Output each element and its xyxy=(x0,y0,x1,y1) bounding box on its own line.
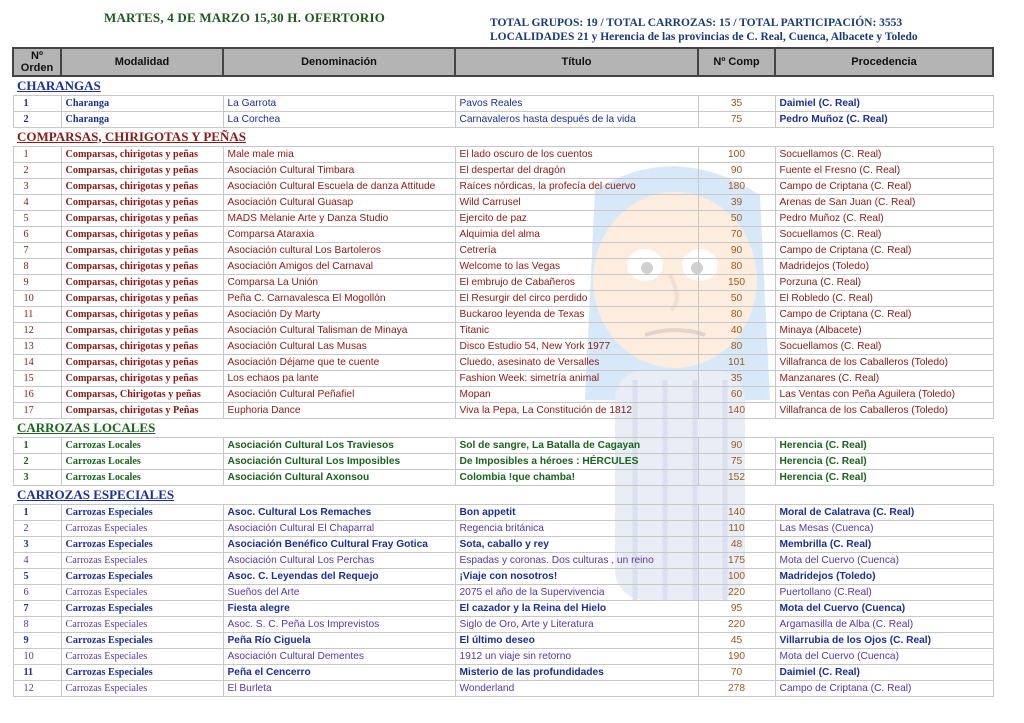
order-cell: 1 xyxy=(13,96,61,112)
order-cell: 14 xyxy=(13,355,61,371)
table-row xyxy=(13,521,993,537)
order-cell: 16 xyxy=(13,387,61,403)
order-cell: 13 xyxy=(13,339,61,355)
origin-cell: Campo de Criptana (C. Real) xyxy=(775,307,993,323)
modality-cell: Carrozas Especiales xyxy=(61,553,223,569)
denomination-cell: Asociación Cultural Talisman de Minaya xyxy=(223,323,455,339)
modality-cell: Carrozas Especiales xyxy=(61,537,223,553)
denomination-cell: Asociación Dy Marty xyxy=(223,307,455,323)
participants-cell: 80 xyxy=(698,259,775,275)
order-cell: 8 xyxy=(13,259,61,275)
modality-cell: Comparsas, chirigotas y peñas xyxy=(61,371,223,387)
table-row xyxy=(13,96,993,112)
participants-cell: 110 xyxy=(698,521,775,537)
participants-cell: 140 xyxy=(698,505,775,521)
denomination-cell: Asoc. S. C. Peña Los Imprevistos xyxy=(223,617,455,633)
table-row xyxy=(13,681,993,697)
column-header-modality: Modalidad xyxy=(61,48,223,76)
table-row xyxy=(13,585,993,601)
section-row xyxy=(13,419,993,438)
table-row xyxy=(13,323,993,339)
totals-block xyxy=(490,16,918,44)
modality-cell: Carrozas Especiales xyxy=(61,649,223,665)
participants-cell: 95 xyxy=(698,601,775,617)
section-title: COMPARSAS, CHIRIGOTAS Y PEÑAS xyxy=(17,128,246,144)
modality-cell: Carrozas Especiales xyxy=(61,521,223,537)
table-row xyxy=(13,163,993,179)
table-row xyxy=(13,195,993,211)
table-row xyxy=(13,601,993,617)
origin-cell: Mota del Cuervo (Cuenca) xyxy=(775,553,993,569)
title-cell: Colombia !que chamba! xyxy=(455,470,698,486)
modality-cell: Charanga xyxy=(61,112,223,128)
totals-line: TOTAL GRUPOS: 19 / TOTAL CARROZAS: 15 / TOTAL PARTICIPACIÓN: 3553 xyxy=(490,17,903,29)
title-cell: Fashion Week: simetría animal xyxy=(455,371,698,387)
order-cell: 5 xyxy=(13,569,61,585)
title-cell: Carnavaleros hasta después de la vida xyxy=(455,112,698,128)
participants-cell: 140 xyxy=(698,403,775,419)
denomination-cell: El Burleta xyxy=(223,681,455,697)
origin-cell: Villarrubia de los Ojos (C. Real) xyxy=(775,633,993,649)
table-row xyxy=(13,179,993,195)
origin-cell: Campo de Criptana (C. Real) xyxy=(775,179,993,195)
modality-cell: Comparsas, chirigotas y peñas xyxy=(61,243,223,259)
participants-cell: 70 xyxy=(698,665,775,681)
column-header-origin: Procedencia xyxy=(775,48,993,76)
title-cell: Bon appetit xyxy=(455,505,698,521)
origin-cell: El Robledo (C. Real) xyxy=(775,291,993,307)
column-header-denomination: Denominación xyxy=(223,48,455,76)
title-cell: Regencia británica xyxy=(455,521,698,537)
origin-cell: Daimiel (C. Real) xyxy=(775,665,993,681)
table-row xyxy=(13,617,993,633)
origin-cell: Fuente el Fresno (C. Real) xyxy=(775,163,993,179)
order-cell: 10 xyxy=(13,291,61,307)
title-cell: Raíces nórdicas, la profecía del cuervo xyxy=(455,179,698,195)
title-cell: Misterio de las profundidades xyxy=(455,665,698,681)
title-cell: Ejercito de paz xyxy=(455,211,698,227)
participants-cell: 75 xyxy=(698,112,775,128)
program-table xyxy=(12,47,994,697)
table-row xyxy=(13,505,993,521)
origin-cell: Villafranca de los Caballeros (Toledo) xyxy=(775,355,993,371)
denomination-cell: MADS Melanie Arte y Danza Studio xyxy=(223,211,455,227)
origin-cell: Villafranca de los Caballeros (Toledo) xyxy=(775,403,993,419)
order-cell: 6 xyxy=(13,585,61,601)
modality-cell: Comparsas, chirigotas y peñas xyxy=(61,323,223,339)
participants-cell: 101 xyxy=(698,355,775,371)
origin-cell: Moral de Calatrava (C. Real) xyxy=(775,505,993,521)
modality-cell: Carrozas Especiales xyxy=(61,665,223,681)
title-cell: Buckaroo leyenda de Texas xyxy=(455,307,698,323)
title-cell: Welcome to las Vegas xyxy=(455,259,698,275)
order-cell: 11 xyxy=(13,307,61,323)
modality-cell: Charanga xyxy=(61,96,223,112)
title-cell: Viva la Pepa, La Constitución de 1812 xyxy=(455,403,698,419)
participants-cell: 50 xyxy=(698,291,775,307)
modality-cell: Carrozas Especiales xyxy=(61,505,223,521)
title-cell: El cazador y la Reina del Hielo xyxy=(455,601,698,617)
denomination-cell: Asociación Amigos del Carnaval xyxy=(223,259,455,275)
modality-cell: Carrozas Especiales xyxy=(61,601,223,617)
denomination-cell: Asociación Cultural Axonsou xyxy=(223,470,455,486)
denomination-cell: Asociación cultural Los Bartoleros xyxy=(223,243,455,259)
modality-cell: Comparsas, chirigotas y peñas xyxy=(61,259,223,275)
table-row xyxy=(13,243,993,259)
title-cell: El despertar del dragón xyxy=(455,163,698,179)
origin-cell: Puertollano (C.Real) xyxy=(775,585,993,601)
order-cell: 9 xyxy=(13,275,61,291)
title-cell: Pavos Reales xyxy=(455,96,698,112)
table-row xyxy=(13,454,993,470)
modality-cell: Comparsas, chirigotas y Peñas xyxy=(61,403,223,419)
participants-cell: 220 xyxy=(698,617,775,633)
denomination-cell: La Garrota xyxy=(223,96,455,112)
participants-cell: 50 xyxy=(698,211,775,227)
modality-cell: Comparsas, chirigotas y peñas xyxy=(61,339,223,355)
title-cell: Sol de sangre, La Batalla de Cagayan xyxy=(455,438,698,454)
denomination-cell: Asociación Cultural El Chaparral xyxy=(223,521,455,537)
order-cell: 4 xyxy=(13,553,61,569)
title-cell: Siglo de Oro, Arte y Literatura xyxy=(455,617,698,633)
order-cell: 10 xyxy=(13,649,61,665)
title-cell: Sota, caballo y rey xyxy=(455,537,698,553)
table-row xyxy=(13,438,993,454)
title-cell: 2075 el año de la Supervivencia xyxy=(455,585,698,601)
denomination-cell: Comparsa Ataraxia xyxy=(223,227,455,243)
title-cell: El lado oscuro de los cuentos xyxy=(455,147,698,163)
table-row xyxy=(13,553,993,569)
origin-cell: Socuellamos (C. Real) xyxy=(775,147,993,163)
title-cell: Wonderland xyxy=(455,681,698,697)
denomination-cell: Euphoria Dance xyxy=(223,403,455,419)
order-cell: 8 xyxy=(13,617,61,633)
table-row xyxy=(13,275,993,291)
denomination-cell: Peña C. Carnavalesca El Mogollón xyxy=(223,291,455,307)
modality-cell: Carrozas Locales xyxy=(61,470,223,486)
table-row xyxy=(13,227,993,243)
participants-cell: 190 xyxy=(698,649,775,665)
order-cell: 2 xyxy=(13,163,61,179)
denomination-cell: Asociación Cultural Timbara xyxy=(223,163,455,179)
section-title: CARROZAS ESPECIALES xyxy=(17,486,175,502)
column-header-participants: Nº Comp xyxy=(698,48,775,76)
table-row xyxy=(13,259,993,275)
table-row xyxy=(13,371,993,387)
participants-cell: 152 xyxy=(698,470,775,486)
denomination-cell: Asociación Cultural Dementes xyxy=(223,649,455,665)
modality-cell: Comparsas, Chirigotas y peñas xyxy=(61,387,223,403)
modality-cell: Carrozas Especiales xyxy=(61,617,223,633)
title-cell: Wild Carrusel xyxy=(455,195,698,211)
title-cell: ¡Viaje con nosotros! xyxy=(455,569,698,585)
table-row xyxy=(13,291,993,307)
title-cell: Espadas y coronas. Dos culturas , un reino xyxy=(455,553,698,569)
title-cell: El embrujo de Cabañeros xyxy=(455,275,698,291)
order-cell: 12 xyxy=(13,681,61,697)
denomination-cell: Asociación Benéfico Cultural Fray Gotica xyxy=(223,537,455,553)
participants-cell: 175 xyxy=(698,553,775,569)
denomination-cell: Asoc. C. Leyendas del Requejo xyxy=(223,569,455,585)
participants-cell: 45 xyxy=(698,633,775,649)
modality-cell: Comparsas, chirigotas y peñas xyxy=(61,275,223,291)
origin-cell: Herencia (C. Real) xyxy=(775,438,993,454)
denomination-cell: La Corchea xyxy=(223,112,455,128)
origin-cell: Herencia (C. Real) xyxy=(775,454,993,470)
denomination-cell: Asociación Déjame que te cuente xyxy=(223,355,455,371)
modality-cell: Comparsas, chirigotas y peñas xyxy=(61,179,223,195)
order-cell: 1 xyxy=(13,438,61,454)
participants-cell: 90 xyxy=(698,438,775,454)
origin-cell: Pedro Muñoz (C. Real) xyxy=(775,211,993,227)
title-cell: Alquimia del alma xyxy=(455,227,698,243)
title-cell: 1912 un viaje sin retorno xyxy=(455,649,698,665)
title-cell: Cetrería xyxy=(455,243,698,259)
order-cell: 7 xyxy=(13,601,61,617)
denomination-cell: Asoc. Cultural Los Remaches xyxy=(223,505,455,521)
participants-cell: 40 xyxy=(698,323,775,339)
modality-cell: Comparsas, chirigotas y peñas xyxy=(61,163,223,179)
order-cell: 9 xyxy=(13,633,61,649)
denomination-cell: Peña Río Ciguela xyxy=(223,633,455,649)
denomination-cell: Asociación Cultural Las Musas xyxy=(223,339,455,355)
title-cell: Disco Estudio 54, New York 1977 xyxy=(455,339,698,355)
participants-cell: 180 xyxy=(698,179,775,195)
participants-cell: 70 xyxy=(698,227,775,243)
modality-cell: Carrozas Especiales xyxy=(61,569,223,585)
origin-cell: Membrilla (C. Real) xyxy=(775,537,993,553)
modality-cell: Comparsas, chirigotas y peñas xyxy=(61,195,223,211)
order-cell: 3 xyxy=(13,179,61,195)
locations-line: LOCALIDADES 21 y Herencia de las provincias de C. Real, Cuenca, Albacete y Toledo xyxy=(490,31,918,43)
origin-cell: Herencia (C. Real) xyxy=(775,470,993,486)
participants-cell: 100 xyxy=(698,569,775,585)
origin-cell: Socuellamos (C. Real) xyxy=(775,227,993,243)
modality-cell: Carrozas Especiales xyxy=(61,585,223,601)
title-cell: El último deseo xyxy=(455,633,698,649)
table-row xyxy=(13,355,993,371)
table-body xyxy=(13,76,993,697)
order-cell: 17 xyxy=(13,403,61,419)
participants-cell: 35 xyxy=(698,96,775,112)
table-row xyxy=(13,403,993,419)
denomination-cell: Asociación Cultural Los Traviesos xyxy=(223,438,455,454)
table-row xyxy=(13,211,993,227)
order-cell: 2 xyxy=(13,112,61,128)
order-cell: 12 xyxy=(13,323,61,339)
origin-cell: Socuellamos (C. Real) xyxy=(775,339,993,355)
table-row xyxy=(13,387,993,403)
section-row xyxy=(13,486,993,505)
order-cell: 4 xyxy=(13,195,61,211)
participants-cell: 90 xyxy=(698,163,775,179)
column-header-order: Nº Orden xyxy=(13,48,61,76)
origin-cell: Campo de Criptana (C. Real) xyxy=(775,681,993,697)
denomination-cell: Los echaos pa lante xyxy=(223,371,455,387)
denomination-cell: Asociación Cultural Guasap xyxy=(223,195,455,211)
origin-cell: Arenas de San Juan (C. Real) xyxy=(775,195,993,211)
order-cell: 7 xyxy=(13,243,61,259)
section-title: CARROZAS LOCALES xyxy=(17,419,156,435)
origin-cell: Pedro Muñoz (C. Real) xyxy=(775,112,993,128)
denomination-cell: Comparsa La Unión xyxy=(223,275,455,291)
table-row xyxy=(13,112,993,128)
participants-cell: 35 xyxy=(698,371,775,387)
title-cell: Mopan xyxy=(455,387,698,403)
table-row xyxy=(13,339,993,355)
modality-cell: Comparsas, chirigotas y peñas xyxy=(61,211,223,227)
title-cell: El Resurgir del circo perdido xyxy=(455,291,698,307)
origin-cell: Madridejos (Toledo) xyxy=(775,259,993,275)
title-cell: De Imposibles a héroes : HÉRCULES xyxy=(455,454,698,470)
modality-cell: Comparsas, chirigotas y peñas xyxy=(61,355,223,371)
participants-cell: 90 xyxy=(698,243,775,259)
modality-cell: Carrozas Especiales xyxy=(61,633,223,649)
section-row xyxy=(13,76,993,96)
modality-cell: Comparsas, chirigotas y peñas xyxy=(61,227,223,243)
order-cell: 2 xyxy=(13,454,61,470)
participants-cell: 150 xyxy=(698,275,775,291)
origin-cell: Mota del Cuervo (Cuenca) xyxy=(775,649,993,665)
table-header-row xyxy=(13,48,993,76)
participants-cell: 60 xyxy=(698,387,775,403)
participants-cell: 220 xyxy=(698,585,775,601)
order-cell: 6 xyxy=(13,227,61,243)
modality-cell: Carrozas Especiales xyxy=(61,681,223,697)
modality-cell: Comparsas, chirigotas y peñas xyxy=(61,291,223,307)
order-cell: 3 xyxy=(13,537,61,553)
order-cell: 15 xyxy=(13,371,61,387)
modality-cell: Carrozas Locales xyxy=(61,438,223,454)
table-row xyxy=(13,569,993,585)
table-row xyxy=(13,470,993,486)
participants-cell: 48 xyxy=(698,537,775,553)
denomination-cell: Asociación Cultural Peñafiel xyxy=(223,387,455,403)
title-cell: Titanic xyxy=(455,323,698,339)
order-cell: 1 xyxy=(13,147,61,163)
origin-cell: Las Mesas (Cuenca) xyxy=(775,521,993,537)
participants-cell: 80 xyxy=(698,339,775,355)
column-header-title: Título xyxy=(455,48,698,76)
table-row xyxy=(13,537,993,553)
date-heading: MARTES, 4 DE MARZO 15,30 H. OFERTORIO xyxy=(104,10,386,25)
section-title: CHARANGAS xyxy=(17,77,101,93)
order-cell: 1 xyxy=(13,505,61,521)
section-row xyxy=(13,128,993,147)
origin-cell: Argamasilla de Alba (C. Real) xyxy=(775,617,993,633)
participants-cell: 100 xyxy=(698,147,775,163)
order-cell: 11 xyxy=(13,665,61,681)
denomination-cell: Peña el Cencerro xyxy=(223,665,455,681)
table-row xyxy=(13,307,993,323)
participants-cell: 75 xyxy=(698,454,775,470)
denomination-cell: Asociación Cultural Escuela de danza Attitude xyxy=(223,179,455,195)
participants-cell: 39 xyxy=(698,195,775,211)
modality-cell: Comparsas, chirigotas y peñas xyxy=(61,147,223,163)
denomination-cell: Asociación Cultural Los Imposibles xyxy=(223,454,455,470)
order-cell: 2 xyxy=(13,521,61,537)
origin-cell: Madridejos (Toledo) xyxy=(775,569,993,585)
title-cell: Cluedo, asesinato de Versalles xyxy=(455,355,698,371)
origin-cell: Las Ventas con Peña Aguilera (Toledo) xyxy=(775,387,993,403)
modality-cell: Comparsas, chirigotas y peñas xyxy=(61,307,223,323)
modality-cell: Carrozas Locales xyxy=(61,454,223,470)
table-row xyxy=(13,649,993,665)
order-cell: 5 xyxy=(13,211,61,227)
table-row xyxy=(13,665,993,681)
denomination-cell: Sueños del Arte xyxy=(223,585,455,601)
origin-cell: Campo de Criptana (C. Real) xyxy=(775,243,993,259)
origin-cell: Minaya (Albacete) xyxy=(775,323,993,339)
origin-cell: Porzuna (C. Real) xyxy=(775,275,993,291)
denomination-cell: Asociación Cultural Los Perchas xyxy=(223,553,455,569)
participants-cell: 278 xyxy=(698,681,775,697)
table-row xyxy=(13,633,993,649)
origin-cell: Daimiel (C. Real) xyxy=(775,96,993,112)
origin-cell: Mota del Cuervo (Cuenca) xyxy=(775,601,993,617)
order-cell: 3 xyxy=(13,470,61,486)
denomination-cell: Male male mia xyxy=(223,147,455,163)
origin-cell: Manzanares (C. Real) xyxy=(775,371,993,387)
denomination-cell: Fiesta alegre xyxy=(223,601,455,617)
table-row xyxy=(13,147,993,163)
participants-cell: 80 xyxy=(698,307,775,323)
